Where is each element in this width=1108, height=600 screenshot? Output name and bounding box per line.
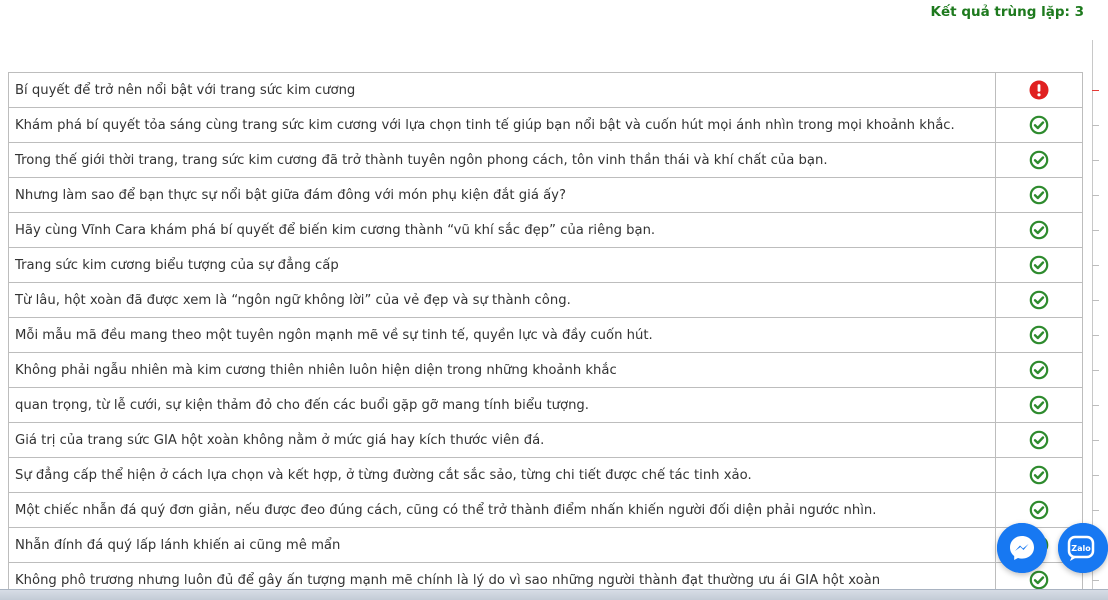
unique-status-cell[interactable] [996, 388, 1083, 423]
check-circle-icon [1029, 290, 1049, 310]
scroll-marker[interactable] [1092, 405, 1099, 406]
sentence-text: Trang sức kim cương biểu tượng của sự đẳng cấp [9, 248, 996, 283]
scroll-marker[interactable] [1092, 580, 1099, 581]
check-circle-icon [1029, 185, 1049, 205]
check-circle-icon [1029, 360, 1049, 380]
zalo-icon [1058, 523, 1108, 573]
sentence-text: Trong thế giới thời trang, trang sức kim cương đã trở thành tuyên ngôn phong cách, tôn vinh thần thái và khí chất của bạn. [9, 143, 996, 178]
sentence-text: Giá trị của trang sức GIA hột xoàn không nằm ở mức giá hay kích thước viên đá. [9, 423, 996, 458]
sentence-text: Nhưng làm sao để bạn thực sự nổi bật giữa đám đông với món phụ kiện đắt giá ấy? [9, 178, 996, 213]
scroll-marker[interactable] [1092, 370, 1099, 371]
check-circle-icon [1029, 115, 1049, 135]
sentence-text: Một chiếc nhẫn đá quý đơn giản, nếu được đeo đúng cách, cũng có thể trở thành điểm nhấn khiến người đối diện phải ngước nhìn. [9, 493, 996, 528]
sentence-text: Sự đẳng cấp thể hiện ở cách lựa chọn và kết hợp, ở từng đường cắt sắc sảo, từng chi tiết được chế tác tinh xảo. [9, 458, 996, 493]
result-row[interactable] [9, 458, 1083, 493]
scroll-marker[interactable] [1092, 160, 1099, 161]
result-row[interactable] [9, 423, 1083, 458]
scroll-marker[interactable] [1092, 90, 1099, 91]
sentence-text: Nhẫn đính đá quý lấp lánh khiến ai cũng mê mẩn [9, 528, 996, 563]
result-row[interactable] [9, 248, 1083, 283]
unique-status-cell[interactable] [996, 213, 1083, 248]
scroll-marker[interactable] [1092, 335, 1099, 336]
scroll-marker[interactable] [1092, 510, 1099, 511]
zalo-chat-button[interactable] [1058, 523, 1108, 573]
scroll-marker[interactable] [1092, 125, 1099, 126]
unique-status-cell[interactable] [996, 178, 1083, 213]
unique-status-cell[interactable] [996, 283, 1083, 318]
exclamation-circle-icon [1029, 80, 1049, 100]
check-circle-icon [1029, 570, 1049, 590]
sentence-text: Từ lâu, hột xoàn đã được xem là “ngôn ngữ không lời” của vẻ đẹp và sự thành công. [9, 283, 996, 318]
unique-status-cell[interactable] [996, 458, 1083, 493]
scroll-marker[interactable] [1092, 265, 1099, 266]
result-row[interactable] [9, 283, 1083, 318]
sentence-text: quan trọng, từ lễ cưới, sự kiện thảm đỏ cho đến các buổi gặp gỡ mang tính biểu tượng. [9, 388, 996, 423]
check-circle-icon [1029, 500, 1049, 520]
unique-status-cell[interactable] [996, 318, 1083, 353]
scroll-marker[interactable] [1092, 230, 1099, 231]
check-circle-icon [1029, 255, 1049, 275]
result-row[interactable] [9, 178, 1083, 213]
result-row[interactable] [9, 353, 1083, 388]
scroll-marker[interactable] [1092, 440, 1099, 441]
duplicate-status-cell[interactable] [996, 73, 1083, 108]
sentence-text: Không phải ngẫu nhiên mà kim cương thiên nhiên luôn hiện diện trong những khoảnh khắc [9, 353, 996, 388]
result-row[interactable] [9, 73, 1083, 108]
result-row[interactable] [9, 388, 1083, 423]
scroll-marker[interactable] [1092, 300, 1099, 301]
sentence-text: Bí quyết để trở nên nổi bật với trang sức kim cương [9, 73, 996, 108]
sentence-text: Hãy cùng Vĩnh Cara khám phá bí quyết để biến kim cương thành “vũ khí sắc đẹp” của riêng bạn. [9, 213, 996, 248]
scroll-overview-strip[interactable] [1086, 0, 1108, 600]
check-circle-icon [1029, 325, 1049, 345]
results-table-body [9, 73, 1083, 598]
messenger-icon [997, 523, 1047, 573]
scroll-marker[interactable] [1092, 195, 1099, 196]
scroll-track [1092, 40, 1093, 600]
sentence-text: Mỗi mẫu mã đều mang theo một tuyên ngôn mạnh mẽ về sự tinh tế, quyền lực và đầy cuốn hút. [9, 318, 996, 353]
check-circle-icon [1029, 150, 1049, 170]
results-table [8, 72, 1083, 598]
result-row[interactable] [9, 528, 1083, 563]
zalo-text: Zalo [1071, 544, 1091, 553]
unique-status-cell[interactable] [996, 108, 1083, 143]
os-taskbar-edge [0, 589, 1108, 600]
result-row[interactable] [9, 108, 1083, 143]
duplicate-count-label: Kết quả trùng lặp: 3 [930, 4, 1084, 20]
unique-status-cell[interactable] [996, 143, 1083, 178]
result-row[interactable] [9, 143, 1083, 178]
scroll-marker[interactable] [1092, 475, 1099, 476]
messenger-chat-button[interactable] [997, 523, 1047, 573]
result-row[interactable] [9, 493, 1083, 528]
result-row[interactable] [9, 318, 1083, 353]
sentence-text: Không phô trương nhưng luôn đủ để gây ấn tượng mạnh mẽ chính là lý do vì sao những người thành đạt thường ưu ái GIA hột xoàn [9, 563, 996, 598]
check-circle-icon [1029, 220, 1049, 240]
unique-status-cell[interactable] [996, 248, 1083, 283]
result-row[interactable] [9, 213, 1083, 248]
check-circle-icon [1029, 465, 1049, 485]
check-circle-icon [1029, 430, 1049, 450]
unique-status-cell[interactable] [996, 423, 1083, 458]
check-circle-icon [1029, 395, 1049, 415]
sentence-text: Khám phá bí quyết tỏa sáng cùng trang sức kim cương với lựa chọn tinh tế giúp bạn nổi bật và cuốn hút mọi ánh nhìn trong mọi khoảnh khắc. [9, 108, 996, 143]
unique-status-cell[interactable] [996, 353, 1083, 388]
